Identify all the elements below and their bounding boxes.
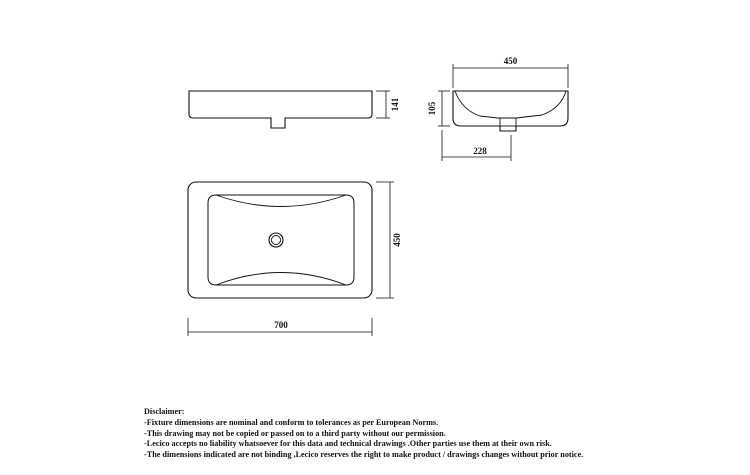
plan-depth-label: 450 — [392, 233, 402, 247]
plan-view — [188, 182, 394, 336]
section-basin-curve — [455, 91, 566, 118]
plan-basin-top-curve — [216, 195, 346, 207]
side-elevation-view — [189, 91, 390, 128]
disclaimer-line: -Lecico accepts no liability whatsoever for this data and technical drawings .Other parties use them at their own risk. — [144, 439, 552, 449]
disclaimer-block — [144, 407, 744, 461]
plan-basin-outline — [208, 195, 354, 285]
disclaimer-line: -Fixture dimensions are nominal and conform to tolerances as per European Norms. — [144, 417, 439, 427]
section-drain-offset-label: 228 — [473, 146, 487, 156]
side-elevation-outline — [189, 91, 372, 128]
disclaimer-line: -The dimensions indicated are not binding ,Lecico reserves the right to make product / drawings changes without prior notice. — [144, 450, 584, 460]
section-drain — [500, 118, 516, 126]
plan-drain-inner — [272, 236, 281, 245]
plan-basin-bottom-curve — [216, 273, 346, 286]
disclaimer-line: -This drawing may not be copied or passed on to a third party without our permission. — [144, 428, 446, 438]
plan-outer-outline — [188, 182, 372, 298]
section-width-label: 450 — [503, 56, 518, 66]
section-view — [438, 64, 568, 161]
side-height-label: 141 — [390, 97, 400, 112]
plan-width-label: 700 — [274, 320, 288, 330]
disclaimer-title: Disclaimer: — [144, 407, 185, 416]
section-height-label: 105 — [427, 101, 437, 116]
